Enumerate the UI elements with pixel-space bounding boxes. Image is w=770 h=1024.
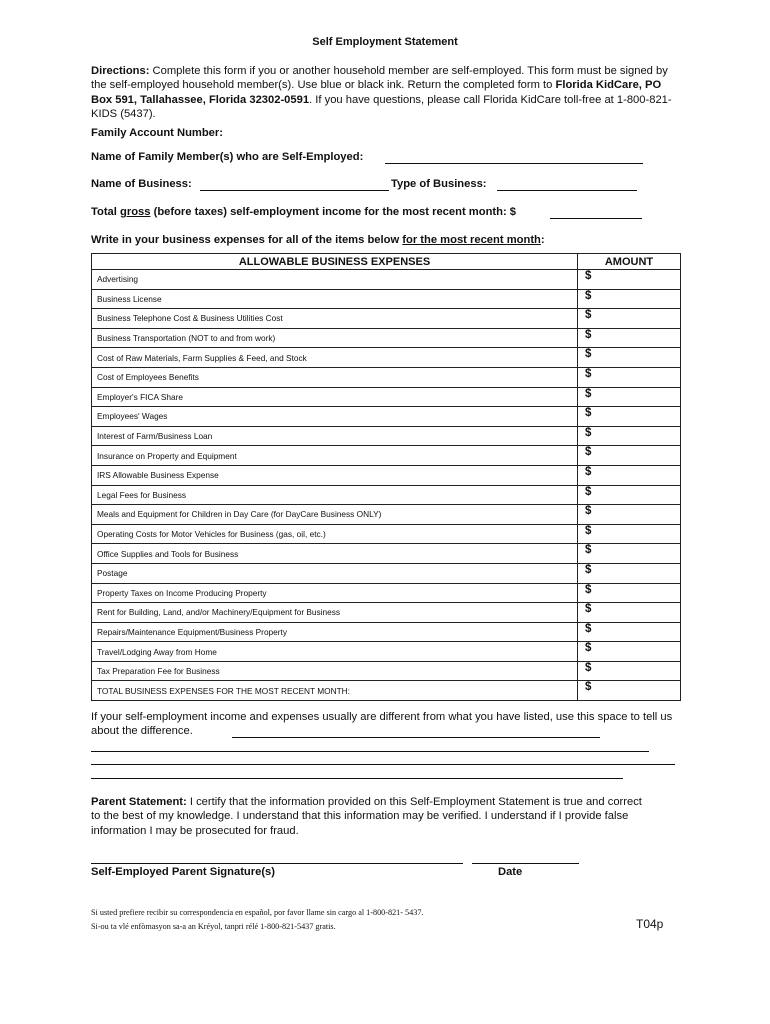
expense-label: Meals and Equipment for Children in Day Care (for DayCare Business ONLY) [92,505,578,525]
directions-paragraph [91,64,681,122]
form-code: T04p [636,917,664,931]
expense-amount-cell[interactable]: $ [578,524,681,544]
expense-amount-cell[interactable]: $ [578,603,681,623]
expense-row [92,446,681,466]
expenses-instruction-period: for the most recent month [402,234,541,246]
directions-contact: . If you have questions, please call Florida KidCare toll-free at 1-800-821-KIDS (5437). [91,93,672,121]
parent-statement-text: I certify that the information provided on this Self-Employment Statement is true and correct to the best of my knowledge. I understand that this information may be verified. I understand if I provide false information I may be prosecuted for fraud. [91,796,642,837]
expense-row [92,289,681,309]
expenses-table-header [92,254,681,270]
expense-amount-cell[interactable]: $ [578,426,681,446]
members-blank[interactable] [385,163,643,164]
expense-row [92,681,681,701]
expenses-table-body [92,270,681,701]
expenses-instruction-end: : [540,234,545,246]
expense-label: Repairs/Maintenance Equipment/Business Property [92,622,578,642]
expense-label: IRS Allowable Business Expense [92,465,578,485]
expense-label: Employer's FICA Share [92,387,578,407]
expense-row [92,603,681,623]
expenses-instruction-start: Write in your business expenses for all of the items below [91,234,403,246]
header-expenses: ALLOWABLE BUSINESS EXPENSES [92,254,578,270]
form-title: Self Employment Statement [312,36,458,48]
expense-label: Employees' Wages [92,407,578,427]
date-label: Date [498,866,523,878]
expense-amount-cell[interactable]: $ [578,328,681,348]
family-account-field [91,127,223,139]
members-label: Name of Family Member(s) who are Self-Employed: [91,151,364,163]
expense-row [92,407,681,427]
business-name-blank[interactable] [200,190,389,191]
expense-label: Postage [92,563,578,583]
parent-statement [91,795,651,838]
expense-label: Office Supplies and Tools for Business [92,544,578,564]
expense-label: Business Transportation (NOT to and from work) [92,328,578,348]
expense-label: Travel/Lodging Away from Home [92,642,578,662]
expense-amount-cell[interactable]: $ [578,642,681,662]
business-name-label: Name of Business: [91,178,192,190]
expense-label: Tax Preparation Fee for Business [92,661,578,681]
expense-row [92,544,681,564]
expense-row [92,426,681,446]
header-amount: AMOUNT [578,254,681,270]
expense-row [92,348,681,368]
expense-amount-cell[interactable]: $ [578,367,681,387]
expense-amount-cell[interactable]: $ [578,485,681,505]
expense-row [92,367,681,387]
expense-label: Operating Costs for Motor Vehicles for Business (gas, oil, etc.) [92,524,578,544]
expenses-instruction [91,234,545,246]
difference-blank-2[interactable] [91,751,649,752]
members-field [91,151,363,163]
expense-row [92,505,681,525]
expense-row [92,622,681,642]
expense-amount-cell[interactable]: $ [578,544,681,564]
expense-row [92,583,681,603]
expense-label: Insurance on Property and Equipment [92,446,578,466]
expense-amount-cell[interactable]: $ [578,348,681,368]
parent-statement-label: Parent Statement: [91,796,187,808]
family-account-label: Family Account Number: [91,127,223,139]
expense-amount-cell[interactable]: $ [578,622,681,642]
difference-paragraph: If your self-employment income and expenses usually are different from what you have listed, use this space to tell us about the difference. [91,711,673,737]
income-label-end: (before taxes) self-employment income for the most recent month: $ [150,206,517,218]
expense-row [92,642,681,662]
expense-amount-cell[interactable]: $ [578,446,681,466]
expense-row [92,485,681,505]
expense-amount-cell[interactable]: $ [578,289,681,309]
expense-amount-cell[interactable]: $ [578,407,681,427]
mailing-address: Florida KidCare, PO Box 591, Tallahassee, Florida 32302-0591 [91,79,662,106]
income-gross-word: gross [120,206,151,218]
directions-text: Complete this form if you or another household member are self-employed. This form must be signed by the self-employed household member(s). Use blue or black ink. Return the completed form to [91,65,668,92]
expense-label: Legal Fees for Business [92,485,578,505]
expense-amount-cell[interactable]: $ [578,309,681,329]
expense-amount-cell[interactable]: $ [578,563,681,583]
expense-amount-cell[interactable]: $ [578,583,681,603]
date-line[interactable] [472,863,579,864]
signature-label: Self-Employed Parent Signature(s) [91,866,276,878]
expense-amount-cell[interactable]: $ [578,465,681,485]
expense-label: Rent for Building, Land, and/or Machinery/Equipment for Business [92,603,578,623]
difference-blank-4[interactable] [91,778,623,779]
expense-row [92,563,681,583]
expense-label: Cost of Raw Materials, Farm Supplies & Feed, and Stock [92,348,578,368]
business-type-label: Type of Business: [391,178,487,190]
expenses-table [91,253,681,701]
expense-label: Interest of Farm/Business Loan [92,426,578,446]
business-type-field [391,178,487,190]
income-blank[interactable] [550,218,642,219]
signature-line[interactable] [91,863,463,864]
expense-label: Business License [92,289,578,309]
expense-label: TOTAL BUSINESS EXPENSES FOR THE MOST RECENT MONTH: [92,681,578,701]
expense-amount-cell[interactable]: $ [578,505,681,525]
expense-row [92,465,681,485]
expense-label: Advertising [92,270,578,290]
business-field [91,178,192,190]
footer-spanish: Si usted prefiere recibir su correspondencia en español, por favor llame sin cargo al 1-800-821- 5437. [91,908,424,917]
expense-row [92,661,681,681]
expense-row [92,328,681,348]
expense-amount-cell[interactable]: $ [578,270,681,290]
expense-row [92,309,681,329]
expense-amount-cell[interactable]: $ [578,387,681,407]
income-field [91,206,516,218]
expense-row [92,524,681,544]
business-type-blank[interactable] [497,190,637,191]
income-label-start: Total [91,206,121,218]
directions-label: Directions: [91,65,150,77]
expense-amount-cell[interactable]: $ [578,661,681,681]
expense-label: Business Telephone Cost & Business Utilities Cost [92,309,578,329]
expense-label: Property Taxes on Income Producing Property [92,583,578,603]
expense-amount-cell[interactable]: $ [578,681,681,701]
expense-label: Cost of Employees Benefits [92,367,578,387]
difference-blank-1[interactable] [232,737,600,738]
expense-row [92,387,681,407]
footer-creole: Si-ou ta vlé enfòmasyon sa-a an Kréyol, tanpri rélé 1-800-821-5437 gratis. [91,922,336,931]
difference-blank-3[interactable] [91,764,675,765]
expense-row [92,270,681,290]
